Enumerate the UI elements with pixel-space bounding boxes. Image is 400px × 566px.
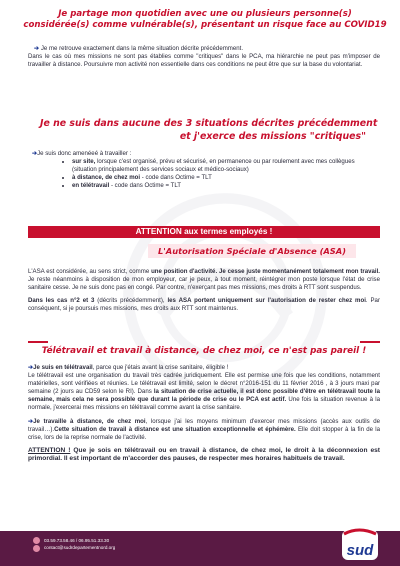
intro-text: Je suis donc amenéeé à travailler :: [37, 150, 132, 157]
text: , parce que j'étais avant la crise sanitaire, éligible !: [92, 364, 229, 371]
arrow-right-icon: ➔: [28, 417, 34, 425]
arrow-right-icon: ➔: [34, 45, 40, 52]
footer-email-line: [33, 544, 115, 551]
paragraph: [28, 447, 380, 464]
phone-icon: [33, 537, 40, 544]
section-critical-title: [28, 117, 380, 143]
section-critical-body: [32, 150, 377, 190]
section-title-line: Je partage mon quotidien avec une ou plusieurs personne(s): [58, 9, 352, 19]
text: (décrits précédemment),: [94, 297, 168, 305]
list-item-text: lorsque c'est organisé, prévu et sécurisé, en permanence ou par roulement avec mes collègues (situation principalement des services sociaux et médico-sociaux): [72, 158, 355, 174]
footer-contact: [33, 537, 115, 552]
paragraph: [28, 45, 380, 53]
asa-subtitle: L'Autorisation Spéciale d'Absence (ASA): [148, 244, 356, 258]
attention-banner: ATTENTION aux termes employés !: [28, 226, 380, 238]
logo-text: sud: [346, 542, 374, 559]
text: Elle doit stopper à la fin de la crise, lors de la reprise normale de l'activité.: [28, 425, 380, 441]
text-bold: . Je cesse juste momentanément totalement mon travail.: [215, 268, 380, 275]
asa-body: [28, 268, 380, 313]
paragraph: [28, 268, 380, 292]
text-bold: une position d'activité: [151, 268, 216, 275]
text: . Par conséquent, si je poursuis mes missions, mes droits aux RTT sont maintenus.: [28, 297, 380, 313]
paragraph: [28, 418, 380, 442]
paragraph: [28, 372, 380, 412]
section-vulnerable-body: [28, 45, 380, 69]
paragraph: Dans le cas où mes missions ne sont pas établies comme "critiques" dans le PCA, ma hiérarchie ne peut pas m'imposer de travailler à distance. Poursuivre mon activité non essentielle dans ces conditions ne peut être que sur la base du volontariat.: [28, 53, 380, 69]
paragraph: [28, 297, 380, 313]
divider: [28, 341, 48, 343]
work-modes-list: [32, 158, 377, 190]
list-item-bold: à distance, de chez moi: [72, 174, 141, 182]
section-title-line: et j'exerce des missions "critiques": [179, 131, 366, 142]
text: Je reste néanmoins à disposition de mon employeur, car je peux, à tout moment, réintégrer mon poste lorsque l'état de crise sanitaire cesse. Je ne suis donc pas en congé. Par contre, n'exerçant pas mes missions, mes droits à RTT sont suspendus.: [28, 276, 380, 292]
text: Une fois la situation revenue à la normale, j'exercerai mes missions en télétravail comme avant la crise sanitaire.: [28, 396, 380, 412]
footer-phone-line: [33, 537, 115, 544]
section-vulnerable-title: [22, 9, 388, 31]
text-bold: la situation de crise actuelle, il est donc possible d'être en télétravail toute la semaine, mais cela ne sera possible que durant la période de crise ou le PCA est actif.: [28, 388, 380, 404]
paragraph: [28, 364, 380, 372]
arrow-right-icon: ➔: [32, 150, 38, 157]
list-item: [72, 182, 377, 190]
list-item: [72, 174, 377, 182]
text-bold: Que je sois en télétravail ou en travail à distance, de chez moi, le droit à la déconnexion est primordial. Il est important de m'accorder des pauses, de respecter mes horaires habituels de travail.: [28, 446, 381, 463]
mail-icon: [33, 545, 40, 552]
text: Le télétravail est une organisation du travail très cadrée juridiquement. Elle est permise une fois que les conditions, notamment matérielles, sont vérifiées et réunies. Le télétravail est limité, selon le décret n°2016-151 du 11 février 2016 , à 3 jours maxi par semaine (2 jours au CD59 selon le RI). Dans: [28, 372, 380, 396]
text: L'ASA est considérée, au sens strict, comme: [28, 268, 152, 275]
intro-line: [32, 150, 377, 158]
divider: [360, 341, 380, 343]
text-bold: ATTENTION !: [28, 446, 71, 454]
list-item-text: - code dans Octime = TLT: [109, 182, 182, 190]
section-teletravail-body: [28, 364, 380, 464]
paragraph-text: Je me retrouve exactement dans la même situation décrite précédemment.: [40, 45, 244, 52]
list-item-bold: en télétravail: [72, 182, 110, 190]
text-bold: Cette situation de travail à distance est une situation exceptionnelle et éphémère.: [54, 425, 296, 433]
sud-logo: [336, 524, 382, 564]
section-title-line: considérée(s) comme vulnérable(s), présentant un risque face au COVID19: [23, 20, 387, 30]
list-item: [72, 158, 377, 174]
text-bold: les ASA portent uniquement sur l'autorisation de rester chez moi: [167, 297, 366, 305]
list-item-text: - code dans Octime = TLT: [140, 174, 212, 182]
text-bold: Dans les cas n°2 et 3: [28, 297, 95, 305]
text-bold: Je travaille à distance, de chez moi: [33, 417, 146, 425]
footer-email[interactable]: contact@sudrdepartementnord.org: [44, 545, 116, 551]
section-teletravail-title: Télétravail et travail à distance, de chez moi, ce n'est pas pareil !: [41, 346, 367, 356]
section-title-line: Je ne suis dans aucune des 3 situations décrites précédemment: [40, 118, 378, 129]
footer-phone: 03.59.73.58.46 / 06.95.51.33.30: [44, 538, 110, 543]
list-item-bold: sur site,: [72, 158, 96, 166]
text: , lorsque j'ai les moyens minimum d'exercer mes missions (accès aux outils de travail…).: [28, 417, 380, 433]
arrow-right-icon: ➔: [28, 364, 34, 371]
text-bold: Je suis en télétravail: [33, 364, 93, 371]
